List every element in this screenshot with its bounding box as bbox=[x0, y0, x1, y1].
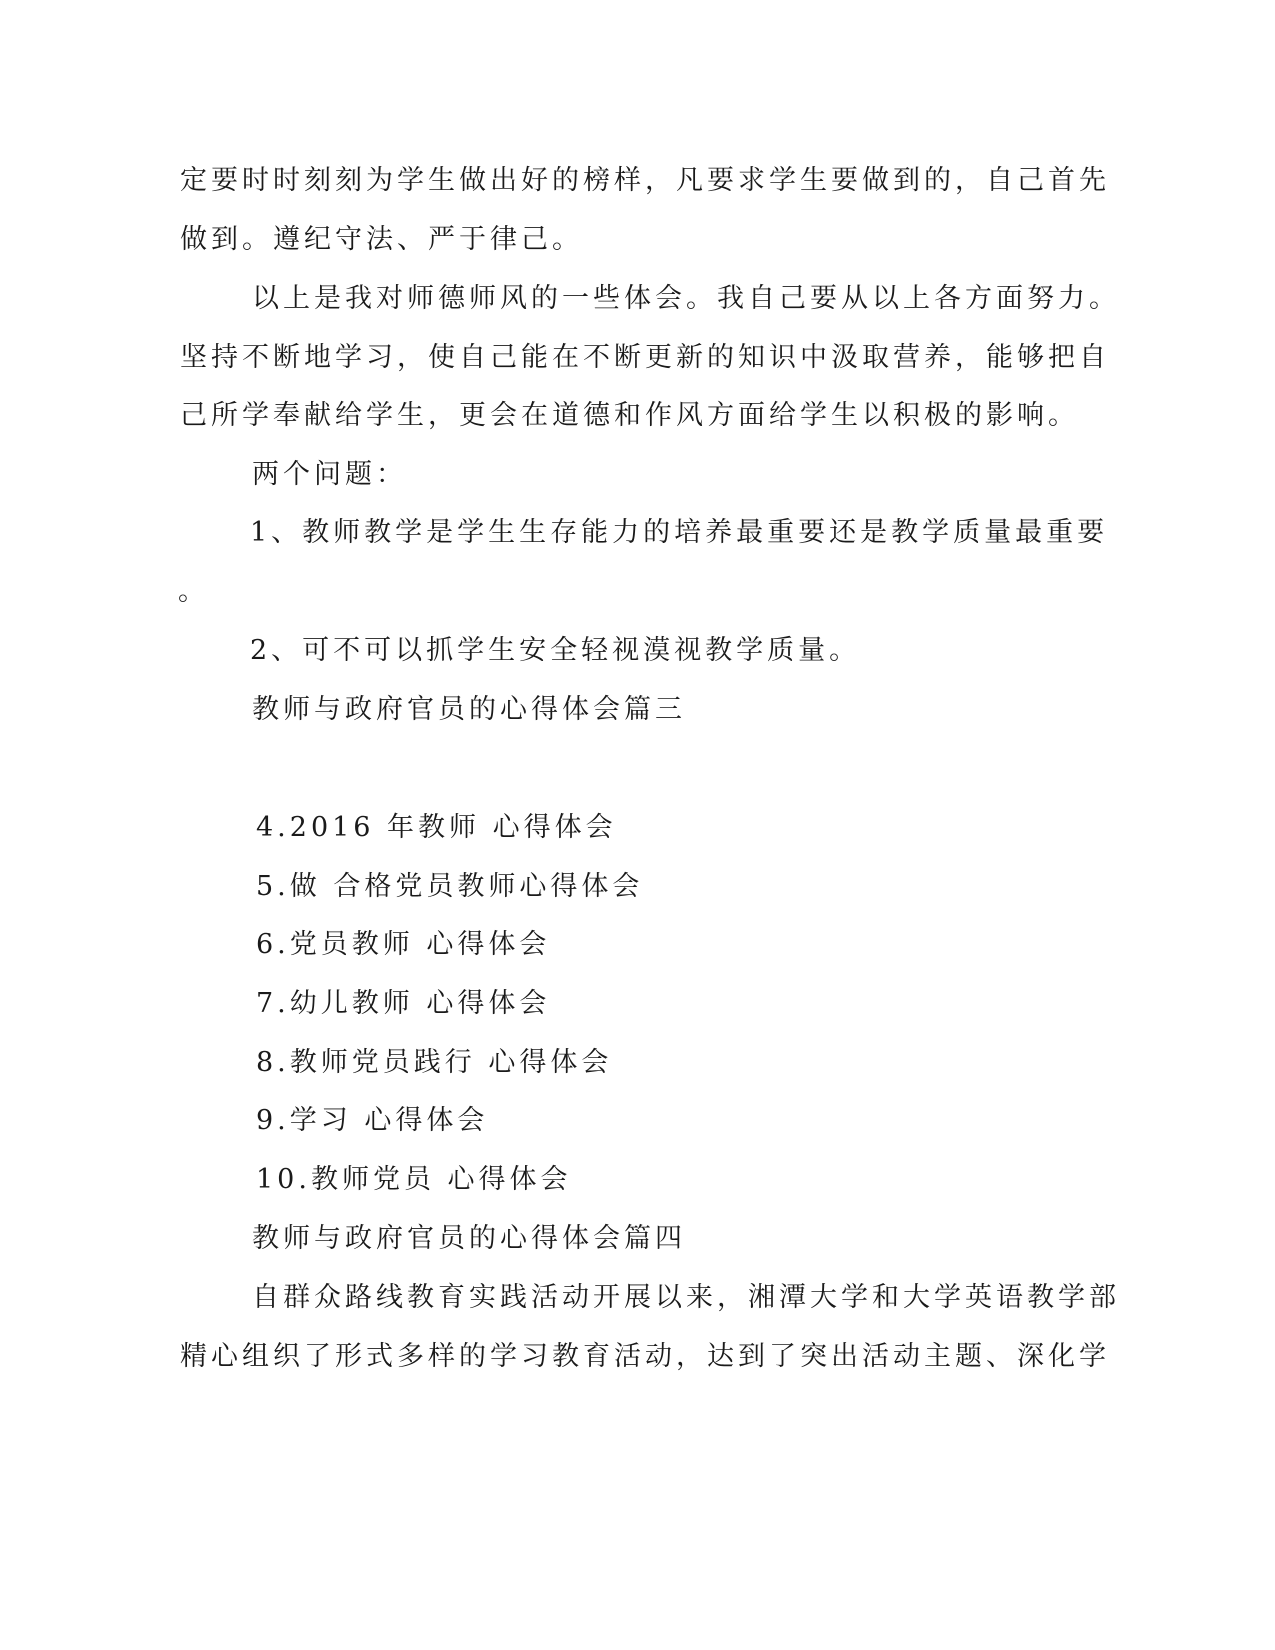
body-text-line: 2、可不可以抓学生安全轻视漠视教学质量。 bbox=[250, 635, 861, 666]
body-text-line: 两个问题： bbox=[252, 459, 407, 490]
body-text-line: 做到。遵纪守法、严于律己。 bbox=[180, 224, 583, 255]
related-list-item: 6.党员教师 心得体会 bbox=[256, 929, 551, 960]
related-list-item: 7.幼儿教师 心得体会 bbox=[256, 988, 551, 1019]
body-text-line: 定要时时刻刻为学生做出好的榜样，凡要求学生要做到的，自己首先 bbox=[180, 165, 1110, 196]
section-heading: 教师与政府官员的心得体会篇四 bbox=[252, 1223, 686, 1254]
section-heading: 教师与政府官员的心得体会篇三 bbox=[252, 694, 686, 725]
body-text-line: 精心组织了形式多样的学习教育活动，达到了突出活动主题、深化学 bbox=[180, 1341, 1110, 1372]
body-text-line: 自群众路线教育实践活动开展以来，湘潭大学和大学英语教学部 bbox=[252, 1282, 1120, 1313]
related-list-item: 8.教师党员践行 心得体会 bbox=[256, 1047, 613, 1078]
body-text-line: 。 bbox=[178, 576, 209, 607]
related-list-item: 4.2016 年教师 心得体会 bbox=[256, 812, 617, 843]
body-text-line: 以上是我对师德师风的一些体会。我自己要从以上各方面努力。 bbox=[252, 283, 1120, 314]
body-text-line: 己所学奉献给学生，更会在道德和作风方面给学生以积极的影响。 bbox=[180, 400, 1079, 431]
body-text-line: 1、教师教学是学生生存能力的培养最重要还是教学质量最重要 bbox=[250, 517, 1109, 548]
related-list-item: 10.教师党员 心得体会 bbox=[256, 1164, 572, 1195]
body-text-line: 坚持不断地学习，使自己能在不断更新的知识中汲取营养，能够把自 bbox=[180, 342, 1110, 373]
related-list-item: 5.做 合格党员教师心得体会 bbox=[256, 871, 644, 902]
related-list-item: 9.学习 心得体会 bbox=[256, 1105, 489, 1136]
